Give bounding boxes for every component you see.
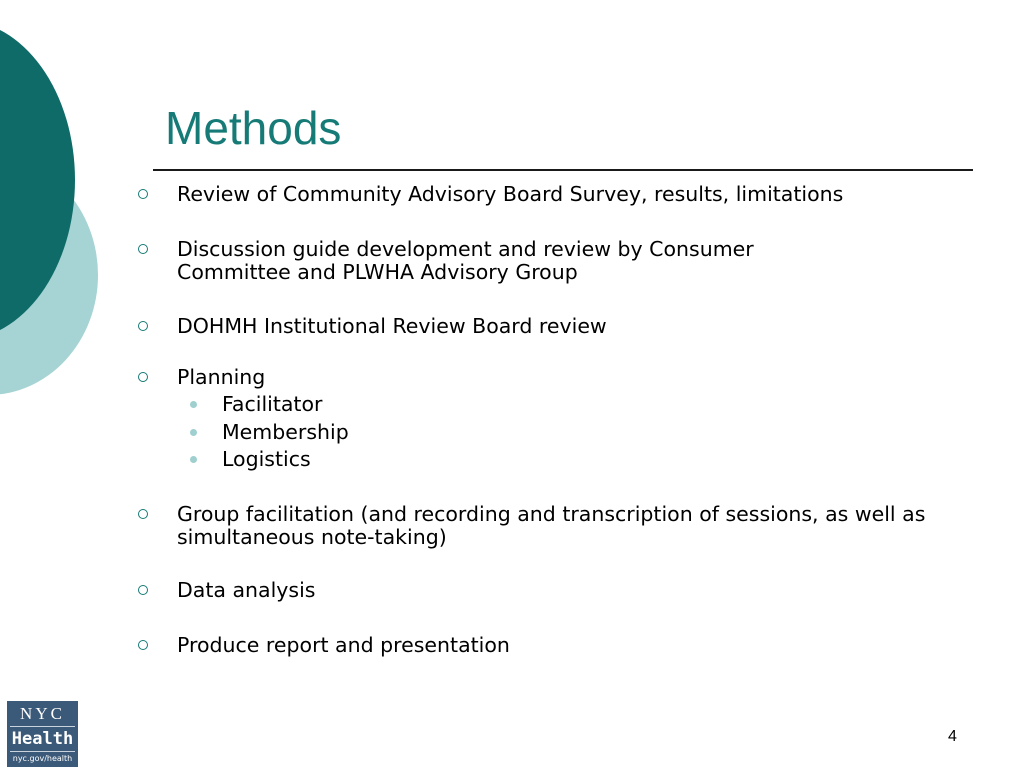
- page-number: 4: [948, 728, 957, 745]
- hollow-circle-icon: [138, 189, 148, 199]
- logo-url-text: nyc.gov/health: [12, 754, 73, 763]
- filled-dot-icon: [190, 456, 197, 463]
- bullet-text: Produce report and presentation: [177, 633, 510, 657]
- nyc-health-logo: [7, 701, 78, 767]
- sub-bullet-text: Membership: [222, 420, 349, 444]
- title-divider: [153, 169, 973, 171]
- hollow-circle-icon: [138, 372, 148, 382]
- hollow-circle-icon: [138, 321, 148, 331]
- logo-nyc-text: NYC: [20, 704, 65, 723]
- sub-bullet-text: Facilitator: [222, 392, 323, 416]
- bullet-text: Discussion guide development and review by Consumer Committee and PLWHA Advisory Group: [177, 237, 754, 284]
- filled-dot-icon: [190, 401, 197, 408]
- logo-health-text: Health: [10, 726, 75, 752]
- hollow-circle-icon: [138, 640, 148, 650]
- slide-title: Methods: [165, 102, 342, 154]
- bullet-text: Data analysis: [177, 578, 316, 602]
- hollow-circle-icon: [138, 244, 148, 254]
- bullet-text: Group facilitation (and recording and transcription of sessions, as well as simultaneous note-taking): [177, 502, 926, 549]
- bullet-text: Review of Community Advisory Board Survey, results, limitations: [177, 182, 844, 206]
- hollow-circle-icon: [138, 585, 148, 595]
- sub-bullet-text: Logistics: [222, 447, 311, 471]
- filled-dot-icon: [190, 429, 197, 436]
- bullet-text: Planning: [177, 365, 266, 389]
- hollow-circle-icon: [138, 509, 148, 519]
- bullet-text: DOHMH Institutional Review Board review: [177, 314, 607, 338]
